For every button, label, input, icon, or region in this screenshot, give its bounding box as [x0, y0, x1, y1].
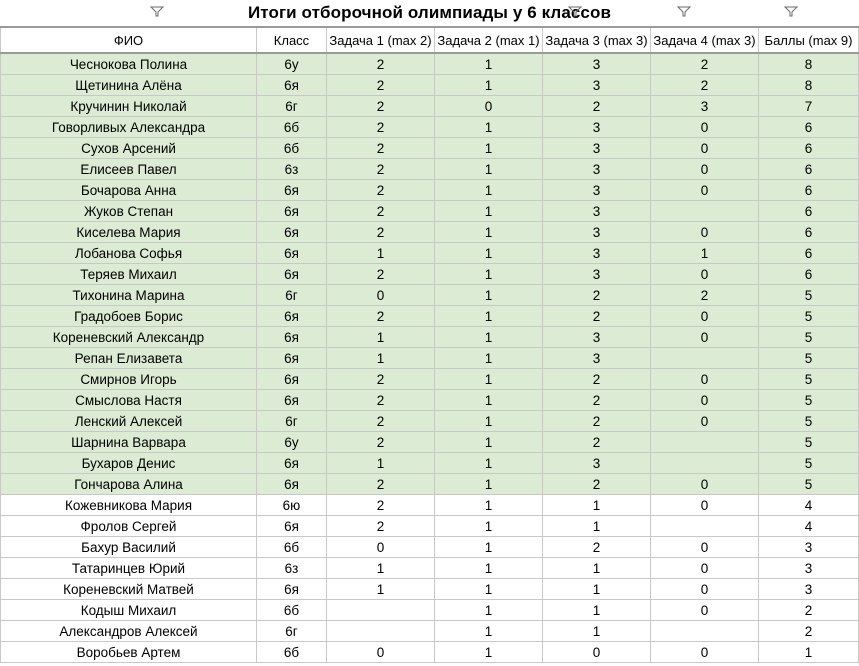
cell-name[interactable]: Чеснокова Полина: [1, 53, 257, 75]
cell-total[interactable]: 6: [759, 264, 859, 285]
cell-task-1[interactable]: 2: [327, 180, 435, 201]
cell-task-1[interactable]: 0: [327, 537, 435, 558]
cell-name[interactable]: Александров Алексей: [1, 621, 257, 642]
cell-task-1[interactable]: 2: [327, 411, 435, 432]
cell-task-4[interactable]: 0: [651, 390, 759, 411]
cell-task-4[interactable]: 2: [651, 53, 759, 75]
filter-icon[interactable]: [785, 7, 797, 16]
cell-task-1[interactable]: 2: [327, 369, 435, 390]
cell-class[interactable]: 6я: [257, 180, 327, 201]
cell-class[interactable]: 6я: [257, 306, 327, 327]
cell-name[interactable]: Бухаров Денис: [1, 453, 257, 474]
cell-task-3[interactable]: 3: [543, 264, 651, 285]
cell-task-4[interactable]: 0: [651, 642, 759, 663]
cell-total[interactable]: 6: [759, 201, 859, 222]
header-class[interactable]: Класс: [257, 27, 327, 53]
cell-task-3[interactable]: 3: [543, 453, 651, 474]
cell-task-4[interactable]: [651, 348, 759, 369]
cell-total[interactable]: 5: [759, 432, 859, 453]
table-row: [1, 411, 859, 432]
cell-name[interactable]: Кодыш Михаил: [1, 600, 257, 621]
cell-class[interactable]: 6у: [257, 53, 327, 75]
cell-class[interactable]: 6я: [257, 516, 327, 537]
cell-task-3[interactable]: 3: [543, 53, 651, 75]
cell-task-3[interactable]: 3: [543, 201, 651, 222]
header-task-1[interactable]: Задача 1 (max 2): [327, 27, 435, 53]
cell-class[interactable]: 6я: [257, 201, 327, 222]
cell-task-4[interactable]: 0: [651, 222, 759, 243]
cell-name[interactable]: Бахур Василий: [1, 537, 257, 558]
table-row: [1, 558, 859, 579]
cell-name[interactable]: Смирнов Игорь: [1, 369, 257, 390]
cell-task-3[interactable]: 3: [543, 243, 651, 264]
cell-class[interactable]: 6я: [257, 75, 327, 96]
cell-name[interactable]: Ленский Алексей: [1, 411, 257, 432]
cell-task-2[interactable]: 1: [435, 411, 543, 432]
table-row: [1, 600, 859, 621]
table-row: [1, 53, 859, 75]
table-row: [1, 117, 859, 138]
title-cell: [1, 0, 859, 27]
cell-task-2[interactable]: 1: [435, 53, 543, 75]
cell-name[interactable]: Лобанова Софья: [1, 243, 257, 264]
cell-class[interactable]: 6б: [257, 537, 327, 558]
cell-task-2[interactable]: 1: [435, 75, 543, 96]
cell-task-2[interactable]: 1: [435, 495, 543, 516]
cell-name[interactable]: Смыслова Настя: [1, 390, 257, 411]
cell-task-3[interactable]: 2: [543, 474, 651, 495]
cell-task-4[interactable]: 0: [651, 474, 759, 495]
table-row: [1, 201, 859, 222]
cell-task-4[interactable]: 0: [651, 495, 759, 516]
cell-total[interactable]: 5: [759, 348, 859, 369]
cell-total[interactable]: 7: [759, 96, 859, 117]
cell-task-2[interactable]: 1: [435, 432, 543, 453]
cell-task-4[interactable]: 0: [651, 180, 759, 201]
cell-class[interactable]: 6г: [257, 621, 327, 642]
cell-class[interactable]: 6з: [257, 159, 327, 180]
cell-task-1[interactable]: 2: [327, 138, 435, 159]
cell-task-1[interactable]: [327, 621, 435, 642]
cell-task-1[interactable]: 1: [327, 243, 435, 264]
header-total[interactable]: Баллы (max 9): [759, 27, 859, 53]
cell-task-4[interactable]: 0: [651, 159, 759, 180]
cell-task-3[interactable]: 3: [543, 180, 651, 201]
cell-task-1[interactable]: 0: [327, 642, 435, 663]
table-row: [1, 621, 859, 642]
cell-task-4[interactable]: 0: [651, 579, 759, 600]
cell-name[interactable]: Говорливых Александра: [1, 117, 257, 138]
cell-task-4[interactable]: 0: [651, 117, 759, 138]
cell-task-3[interactable]: 2: [543, 285, 651, 306]
table-row: [1, 474, 859, 495]
cell-task-1[interactable]: 1: [327, 327, 435, 348]
cell-total[interactable]: 6: [759, 138, 859, 159]
cell-name[interactable]: Градобоев Борис: [1, 306, 257, 327]
cell-total[interactable]: 5: [759, 369, 859, 390]
cell-total[interactable]: 3: [759, 537, 859, 558]
table-row: [1, 537, 859, 558]
cell-class[interactable]: 6б: [257, 117, 327, 138]
cell-task-2[interactable]: 1: [435, 201, 543, 222]
cell-total[interactable]: 5: [759, 390, 859, 411]
cell-task-2[interactable]: 1: [435, 579, 543, 600]
cell-total[interactable]: 5: [759, 327, 859, 348]
cell-task-3[interactable]: 3: [543, 327, 651, 348]
table-row: [1, 285, 859, 306]
cell-task-1[interactable]: 2: [327, 432, 435, 453]
cell-task-2[interactable]: 1: [435, 642, 543, 663]
header-task-4[interactable]: Задача 4 (max 3): [651, 27, 759, 53]
cell-task-2[interactable]: 1: [435, 621, 543, 642]
table-row: [1, 390, 859, 411]
cell-task-3[interactable]: 2: [543, 390, 651, 411]
cell-task-1[interactable]: 0: [327, 285, 435, 306]
cell-task-3[interactable]: 3: [543, 117, 651, 138]
cell-task-1[interactable]: 1: [327, 348, 435, 369]
cell-task-2[interactable]: 1: [435, 264, 543, 285]
table-row: [1, 75, 859, 96]
cell-name[interactable]: Шарнина Варвара: [1, 432, 257, 453]
table-row: [1, 369, 859, 390]
cell-name[interactable]: Гончарова Алина: [1, 474, 257, 495]
table-row: [1, 243, 859, 264]
cell-name[interactable]: Киселева Мария: [1, 222, 257, 243]
cell-task-3[interactable]: 2: [543, 96, 651, 117]
cell-task-3[interactable]: 3: [543, 75, 651, 96]
cell-task-2[interactable]: 1: [435, 159, 543, 180]
table-row: [1, 453, 859, 474]
cell-task-2[interactable]: 1: [435, 306, 543, 327]
cell-task-1[interactable]: [327, 600, 435, 621]
cell-total[interactable]: 6: [759, 243, 859, 264]
cell-total[interactable]: 4: [759, 495, 859, 516]
cell-task-4[interactable]: [651, 621, 759, 642]
cell-total[interactable]: 2: [759, 621, 859, 642]
cell-name[interactable]: Татаринцев Юрий: [1, 558, 257, 579]
title-row: [1, 0, 859, 27]
cell-class[interactable]: 6з: [257, 558, 327, 579]
cell-name[interactable]: Репан Елизавета: [1, 348, 257, 369]
cell-class[interactable]: 6у: [257, 432, 327, 453]
cell-class[interactable]: 6я: [257, 390, 327, 411]
cell-name[interactable]: Щетинина Алёна: [1, 75, 257, 96]
cell-class[interactable]: 6я: [257, 348, 327, 369]
cell-class[interactable]: 6б: [257, 642, 327, 663]
cell-task-4[interactable]: [651, 516, 759, 537]
cell-total[interactable]: 8: [759, 53, 859, 75]
table-row: [1, 348, 859, 369]
cell-task-1[interactable]: 2: [327, 222, 435, 243]
cell-task-1[interactable]: 2: [327, 306, 435, 327]
cell-task-2[interactable]: 1: [435, 348, 543, 369]
filter-icon[interactable]: [151, 7, 163, 16]
cell-total[interactable]: 6: [759, 159, 859, 180]
cell-task-1[interactable]: 2: [327, 75, 435, 96]
cell-task-3[interactable]: 2: [543, 432, 651, 453]
cell-name[interactable]: Кореневский Матвей: [1, 579, 257, 600]
cell-name[interactable]: Воробьев Артем: [1, 642, 257, 663]
cell-task-3[interactable]: 0: [543, 642, 651, 663]
header-name[interactable]: ФИО: [1, 27, 257, 53]
cell-task-1[interactable]: 2: [327, 53, 435, 75]
cell-class[interactable]: 6г: [257, 285, 327, 306]
cell-task-1[interactable]: 2: [327, 474, 435, 495]
cell-task-3[interactable]: 1: [543, 621, 651, 642]
cell-class[interactable]: 6г: [257, 411, 327, 432]
cell-total[interactable]: 8: [759, 75, 859, 96]
cell-task-4[interactable]: 0: [651, 327, 759, 348]
header-task-3[interactable]: Задача 3 (max 3): [543, 27, 651, 53]
table-row: [1, 138, 859, 159]
cell-total[interactable]: 3: [759, 558, 859, 579]
table-row: [1, 516, 859, 537]
cell-name[interactable]: Кручинин Николай: [1, 96, 257, 117]
cell-task-4[interactable]: [651, 453, 759, 474]
cell-task-3[interactable]: 2: [543, 411, 651, 432]
cell-total[interactable]: 4: [759, 516, 859, 537]
cell-task-4[interactable]: 1: [651, 243, 759, 264]
cell-task-3[interactable]: 3: [543, 222, 651, 243]
cell-task-4[interactable]: [651, 201, 759, 222]
cell-task-3[interactable]: 3: [543, 159, 651, 180]
cell-name[interactable]: Жуков Степан: [1, 201, 257, 222]
cell-task-2[interactable]: 1: [435, 558, 543, 579]
cell-task-4[interactable]: 2: [651, 75, 759, 96]
table-row: [1, 180, 859, 201]
table-row: [1, 327, 859, 348]
cell-task-1[interactable]: 2: [327, 159, 435, 180]
cell-class[interactable]: 6г: [257, 96, 327, 117]
cell-task-3[interactable]: 3: [543, 138, 651, 159]
cell-task-2[interactable]: 1: [435, 390, 543, 411]
cell-name[interactable]: Сухов Арсений: [1, 138, 257, 159]
cell-task-4[interactable]: 3: [651, 96, 759, 117]
cell-task-1[interactable]: 2: [327, 201, 435, 222]
cell-total[interactable]: 6: [759, 222, 859, 243]
cell-total[interactable]: 5: [759, 306, 859, 327]
page-title: Итоги отборочной олимпиады у 6 классов: [247, 3, 612, 22]
cell-task-2[interactable]: 1: [435, 516, 543, 537]
cell-class[interactable]: 6ю: [257, 495, 327, 516]
filter-icon[interactable]: [569, 7, 581, 16]
cell-total[interactable]: 5: [759, 453, 859, 474]
cell-task-2[interactable]: 0: [435, 96, 543, 117]
cell-class[interactable]: 6я: [257, 474, 327, 495]
cell-total[interactable]: 6: [759, 180, 859, 201]
cell-task-3[interactable]: 1: [543, 558, 651, 579]
cell-task-2[interactable]: 1: [435, 537, 543, 558]
table-row: [1, 159, 859, 180]
cell-task-3[interactable]: 1: [543, 495, 651, 516]
cell-task-3[interactable]: 2: [543, 537, 651, 558]
cell-task-1[interactable]: 2: [327, 516, 435, 537]
cell-task-2[interactable]: 1: [435, 327, 543, 348]
table-row: [1, 306, 859, 327]
table-row: [1, 642, 859, 663]
table-row: [1, 495, 859, 516]
cell-task-2[interactable]: 1: [435, 180, 543, 201]
cell-task-1[interactable]: 2: [327, 390, 435, 411]
table-row: [1, 579, 859, 600]
table-row: [1, 432, 859, 453]
cell-total[interactable]: 5: [759, 411, 859, 432]
cell-name[interactable]: Бочарова Анна: [1, 180, 257, 201]
cell-class[interactable]: 6я: [257, 243, 327, 264]
cell-task-1[interactable]: 2: [327, 495, 435, 516]
cell-class[interactable]: 6я: [257, 222, 327, 243]
cell-name[interactable]: Фролов Сергей: [1, 516, 257, 537]
cell-task-4[interactable]: 0: [651, 558, 759, 579]
cell-total[interactable]: 5: [759, 474, 859, 495]
filter-icon[interactable]: [678, 7, 690, 16]
cell-total[interactable]: 2: [759, 600, 859, 621]
cell-task-3[interactable]: 1: [543, 600, 651, 621]
table-row: [1, 264, 859, 285]
cell-name[interactable]: Елисеев Павел: [1, 159, 257, 180]
cell-task-3[interactable]: 1: [543, 516, 651, 537]
cell-task-4[interactable]: 0: [651, 537, 759, 558]
cell-task-1[interactable]: 2: [327, 117, 435, 138]
header-task-2[interactable]: Задача 2 (max 1): [435, 27, 543, 53]
cell-task-1[interactable]: 2: [327, 264, 435, 285]
table-row: [1, 222, 859, 243]
cell-total[interactable]: 1: [759, 642, 859, 663]
cell-name[interactable]: Теряев Михаил: [1, 264, 257, 285]
cell-class[interactable]: 6я: [257, 327, 327, 348]
cell-name[interactable]: Кореневский Александр: [1, 327, 257, 348]
cell-task-1[interactable]: 1: [327, 579, 435, 600]
cell-task-4[interactable]: 0: [651, 600, 759, 621]
cell-total[interactable]: 3: [759, 579, 859, 600]
header-row: [1, 27, 859, 53]
cell-class[interactable]: 6б: [257, 138, 327, 159]
cell-task-4[interactable]: [651, 432, 759, 453]
cell-task-3[interactable]: 1: [543, 579, 651, 600]
table-row: [1, 96, 859, 117]
cell-task-1[interactable]: 1: [327, 453, 435, 474]
cell-class[interactable]: 6я: [257, 453, 327, 474]
cell-task-4[interactable]: 0: [651, 369, 759, 390]
cell-task-1[interactable]: 2: [327, 96, 435, 117]
cell-task-2[interactable]: 1: [435, 369, 543, 390]
cell-name[interactable]: Кожевникова Мария: [1, 495, 257, 516]
cell-task-3[interactable]: 3: [543, 348, 651, 369]
cell-task-3[interactable]: 2: [543, 369, 651, 390]
cell-task-4[interactable]: 2: [651, 285, 759, 306]
cell-task-4[interactable]: 0: [651, 306, 759, 327]
cell-task-2[interactable]: 1: [435, 138, 543, 159]
cell-task-2[interactable]: 1: [435, 222, 543, 243]
cell-task-4[interactable]: 0: [651, 264, 759, 285]
cell-class[interactable]: 6б: [257, 600, 327, 621]
cell-task-4[interactable]: 0: [651, 138, 759, 159]
cell-task-2[interactable]: 1: [435, 474, 543, 495]
cell-task-2[interactable]: 1: [435, 243, 543, 264]
cell-total[interactable]: 5: [759, 285, 859, 306]
cell-name[interactable]: Тихонина Марина: [1, 285, 257, 306]
cell-task-2[interactable]: 1: [435, 285, 543, 306]
cell-task-4[interactable]: 0: [651, 411, 759, 432]
cell-task-2[interactable]: 1: [435, 453, 543, 474]
cell-class[interactable]: 6я: [257, 579, 327, 600]
cell-total[interactable]: 6: [759, 117, 859, 138]
cell-class[interactable]: 6я: [257, 264, 327, 285]
cell-task-3[interactable]: 2: [543, 306, 651, 327]
cell-task-2[interactable]: 1: [435, 600, 543, 621]
cell-class[interactable]: 6я: [257, 369, 327, 390]
cell-task-1[interactable]: 1: [327, 558, 435, 579]
cell-task-2[interactable]: 1: [435, 117, 543, 138]
